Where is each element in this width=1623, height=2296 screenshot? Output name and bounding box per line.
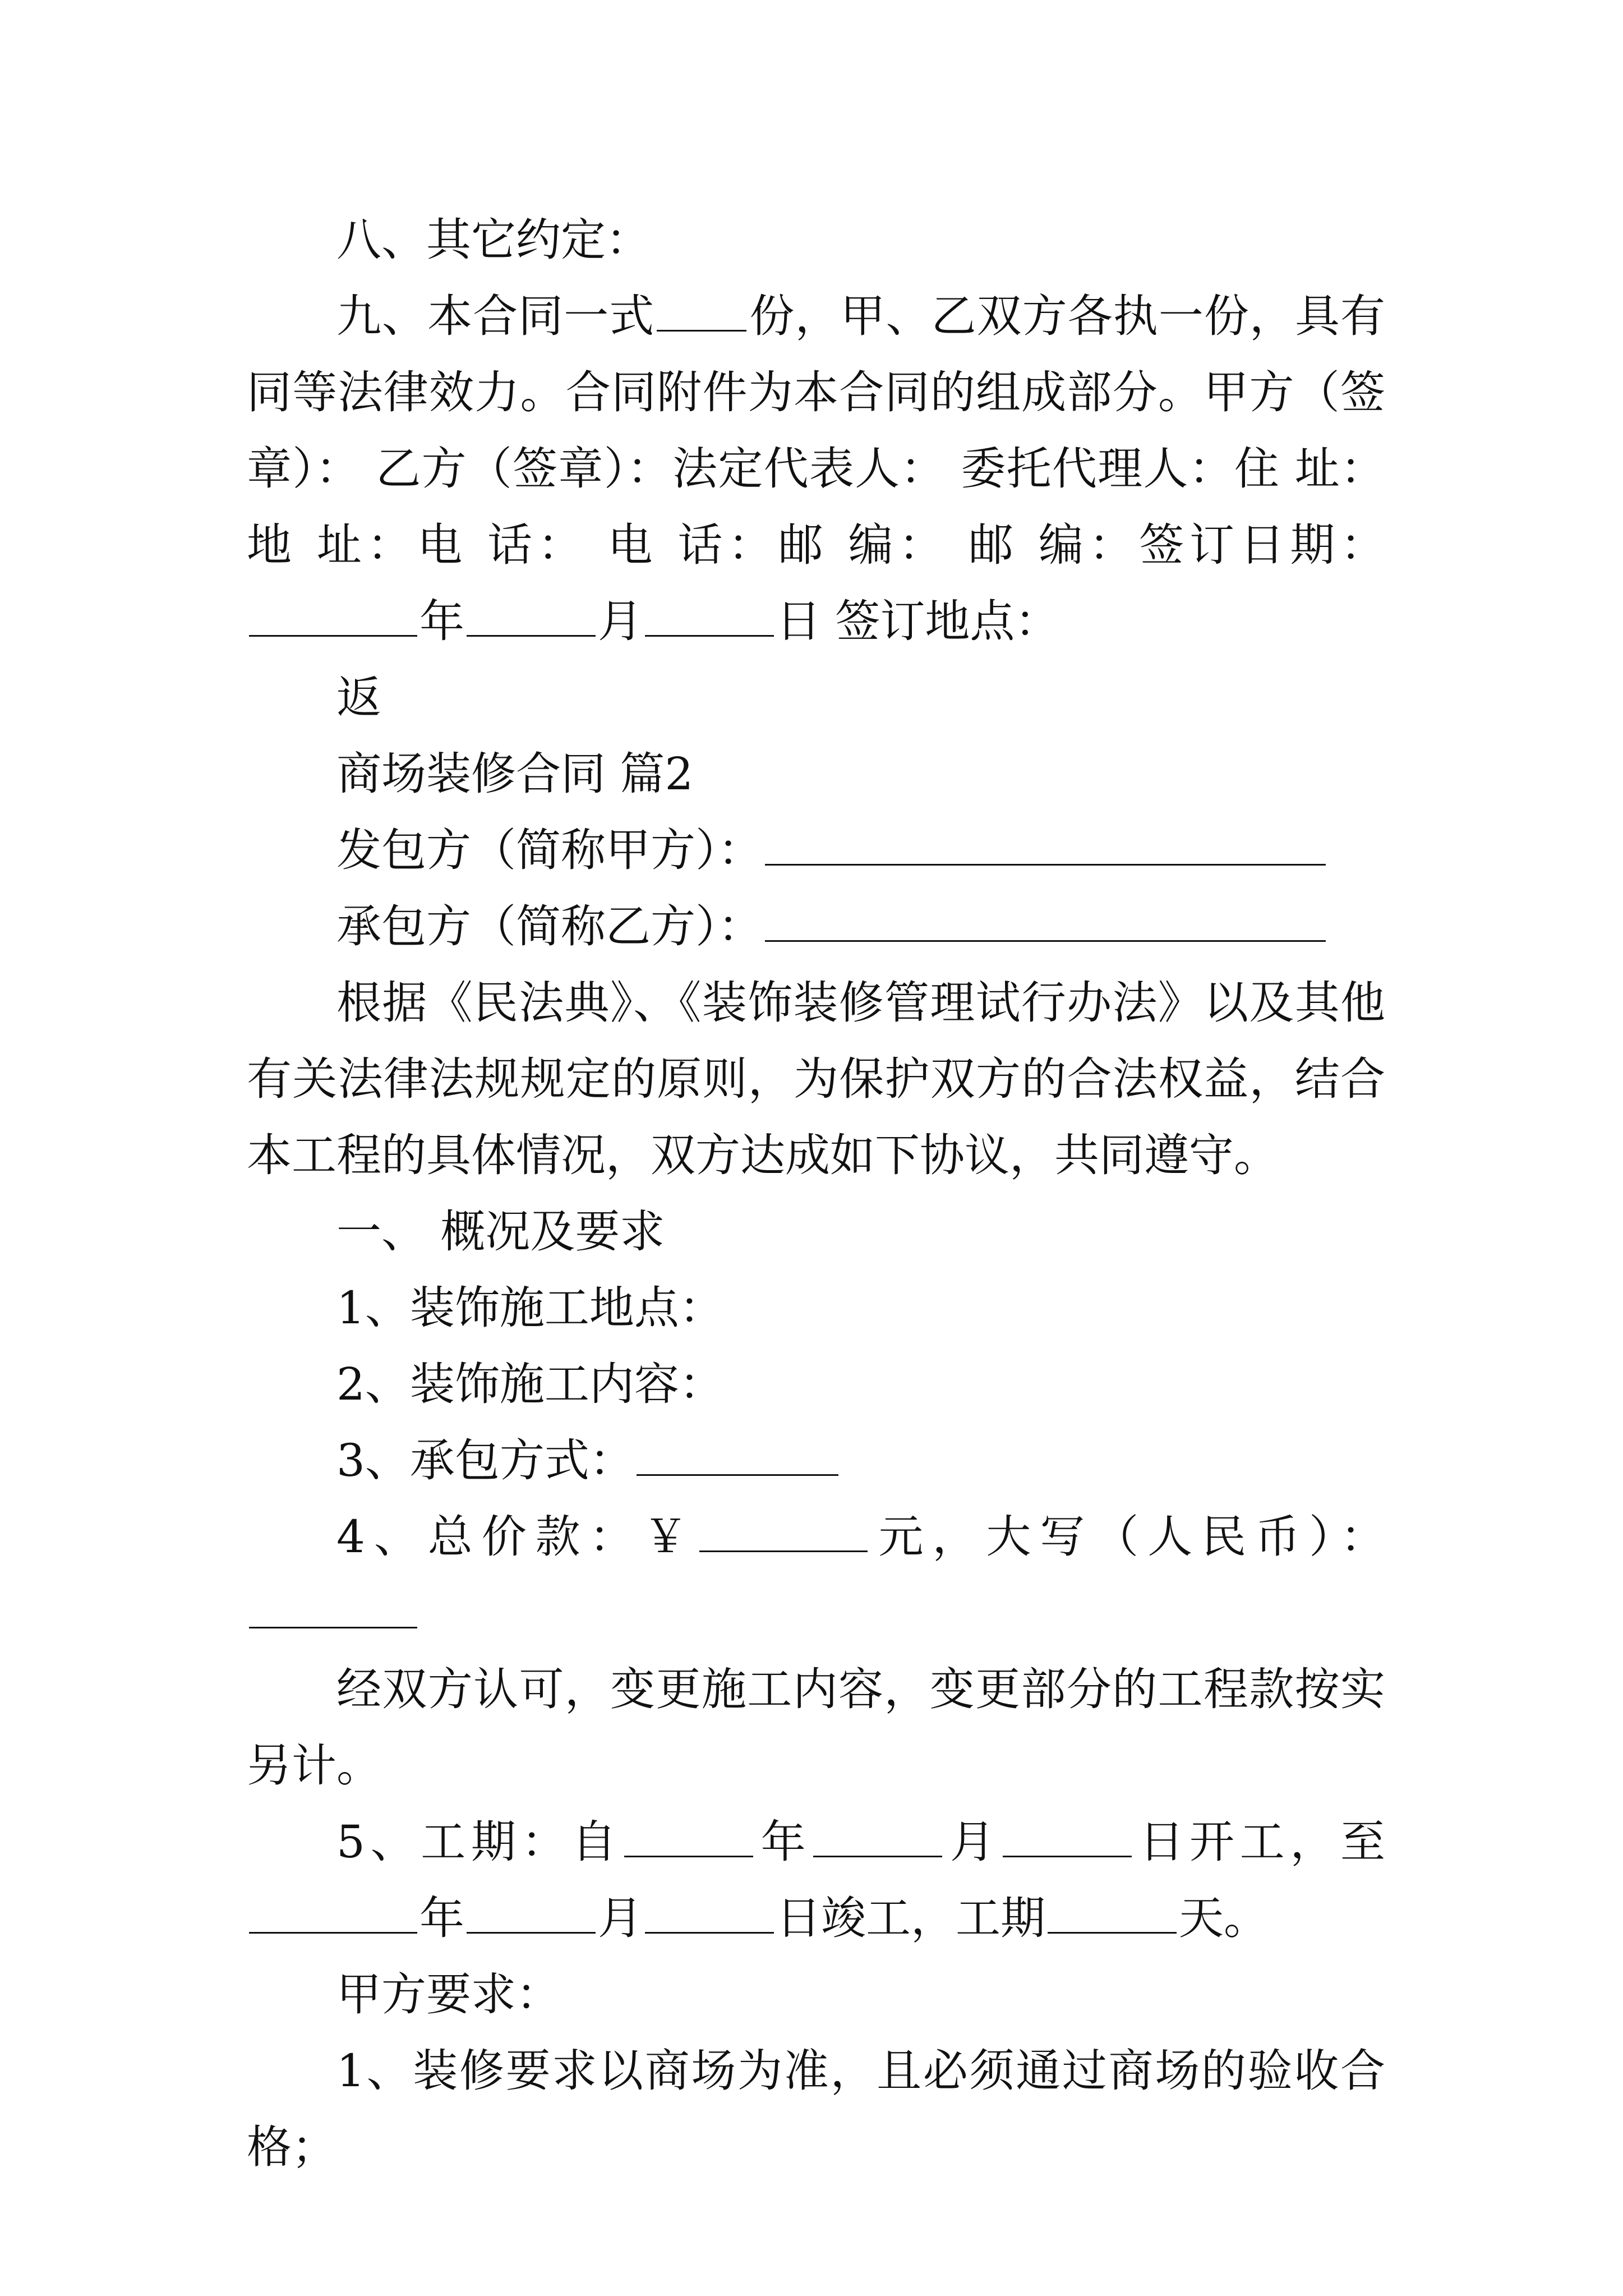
item-schedule: 5、工期：自 年 月 日开工，至年 月 日竣工，工期 天。 [247, 1804, 1385, 1957]
party-b-line: 承包方（简称乙方）： [247, 889, 1385, 965]
price-words-blank[interactable] [249, 1588, 417, 1628]
item-total-price: 4、总价款：￥ 元，大写（人民币）： [247, 1499, 1385, 1651]
end-year-blank[interactable] [249, 1893, 417, 1934]
change-note: 经双方认可，变更施工内容，变更部分的工程款按实另计。 [247, 1663, 1385, 1792]
start-month-blank[interactable] [813, 1816, 942, 1857]
item-contract-mode: 3、承包方式： [247, 1423, 1385, 1499]
duration-blank[interactable] [1048, 1893, 1177, 1934]
item-content: 2、装饰施工内容： [336, 1358, 724, 1410]
sign-date-blank[interactable] [249, 596, 417, 637]
heading-overview: 一、 概况及要求 [336, 1205, 665, 1258]
clause-9: 九、本合同一式 份，甲、乙双方各执一份，具有同等法律效力。合同附件为本合同的组成部分。甲方（签章）： 乙方（签章）：法定代表人： 委托代理人：住 址：地 址：电 话： 电 话：邮 编： 邮 编：签订日期：年 月 日 签订地点： [247, 290, 1386, 647]
end-month-blank[interactable] [467, 1893, 596, 1934]
party-a-line: 发包方（简称甲方）： [247, 812, 1385, 889]
section-title: 商场装修合同 篇2 [336, 748, 694, 800]
sign-day-blank[interactable] [645, 596, 774, 637]
start-year-blank[interactable] [624, 1816, 753, 1857]
contract-mode-blank[interactable] [637, 1435, 838, 1476]
clause-8: 八、其它约定： [336, 214, 651, 266]
copies-blank[interactable] [657, 291, 746, 332]
return-link[interactable]: 返 [336, 671, 381, 724]
end-day-blank[interactable] [645, 1893, 774, 1934]
party-a-requirements: 甲方要求： [336, 1968, 561, 2021]
preamble: 根据《民法典》、《装饰装修管理试行办法》以及其他有关法律法规规定的原则，为保护双方的合法权益，结合本工程的具体情况，双方达成如下协议，共同遵守。 [247, 977, 1385, 1181]
price-number-blank[interactable] [699, 1511, 868, 1552]
party-a-blank[interactable] [765, 825, 1326, 866]
sign-month-blank[interactable] [467, 596, 596, 637]
party-b-blank[interactable] [765, 901, 1326, 942]
document-body [247, 202, 1385, 2185]
requirement-1: 1、装修要求以商场为准，且必须通过商场的验收合格； [247, 2045, 1385, 2173]
start-day-blank[interactable] [1003, 1816, 1132, 1857]
item-location: 1、装饰施工地点： [336, 1282, 724, 1334]
